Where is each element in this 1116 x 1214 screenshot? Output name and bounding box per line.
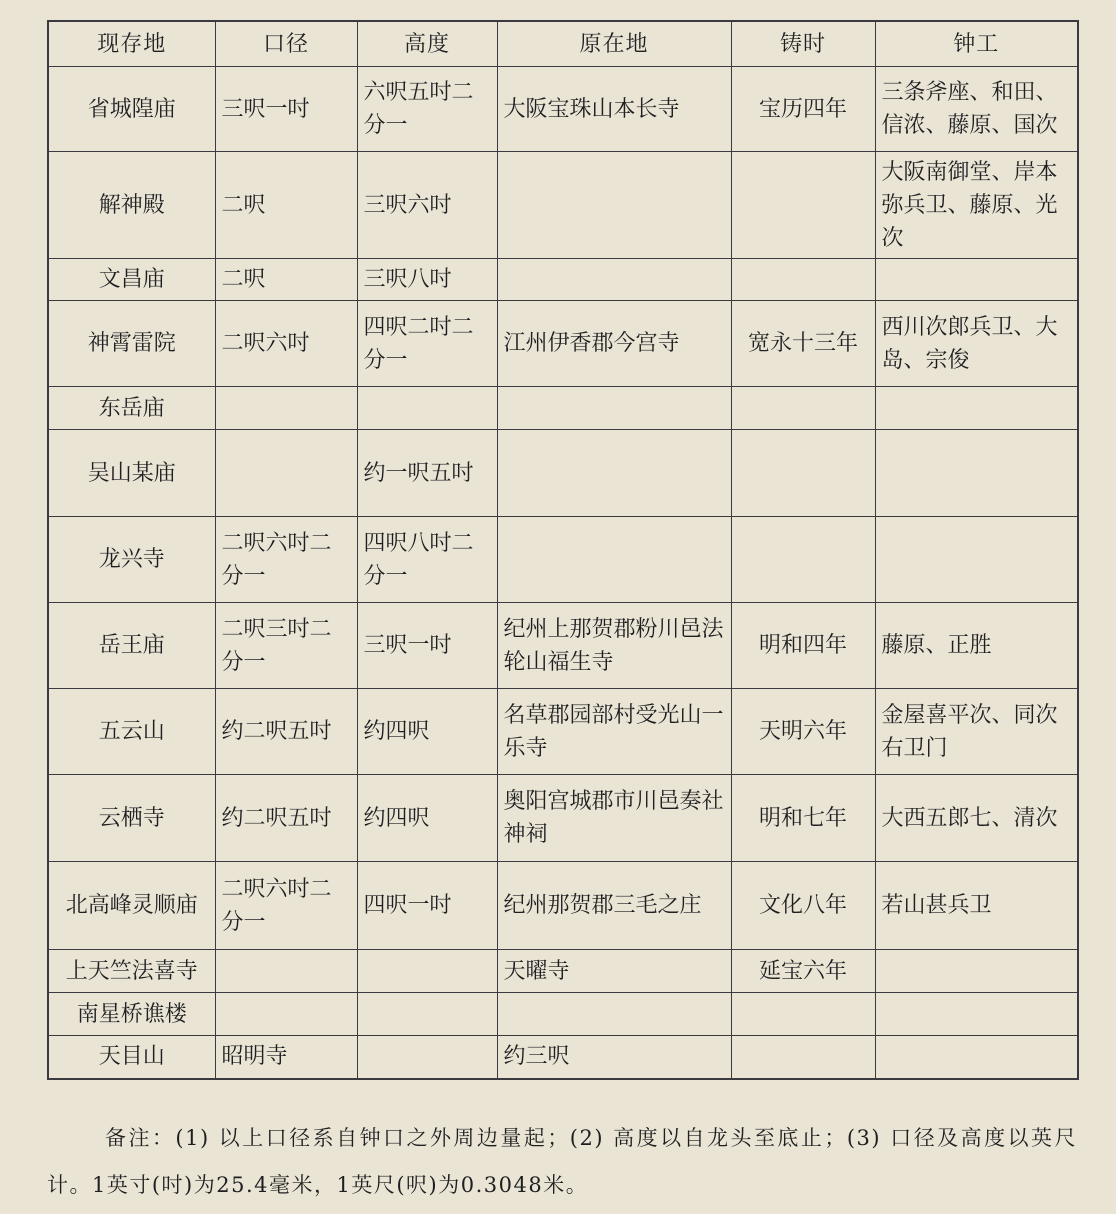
table-row [48,301,1078,387]
table-row [48,67,1078,152]
cell-cast-time: 明和七年 [731,775,875,862]
cell-height [357,1036,497,1079]
cell-diameter [215,387,357,430]
header-cast-time: 铸时 [731,21,875,67]
header-origin: 原在地 [497,21,731,67]
cell-location: 五云山 [48,689,215,775]
cell-cast-time [731,1036,875,1079]
cell-maker: 大西五郎七、清次 [875,775,1078,862]
cell-height: 三呎一吋 [357,603,497,689]
cell-location: 解神殿 [48,152,215,259]
header-location: 现存地 [48,21,215,67]
table-row [48,259,1078,301]
cell-location: 龙兴寺 [48,517,215,603]
cell-diameter: 约二呎五吋 [215,689,357,775]
cell-location: 岳王庙 [48,603,215,689]
table-row [48,430,1078,517]
cell-origin [497,430,731,517]
cell-origin [497,517,731,603]
table-row [48,152,1078,259]
cell-origin [497,387,731,430]
cell-maker [875,430,1078,517]
cell-origin [497,259,731,301]
cell-diameter: 昭明寺 [215,1036,357,1079]
cell-cast-time: 明和四年 [731,603,875,689]
cell-cast-time: 文化八年 [731,862,875,950]
cell-diameter: 二呎六吋二分一 [215,517,357,603]
cell-cast-time: 延宝六年 [731,950,875,993]
cell-diameter: 二呎 [215,259,357,301]
cell-maker: 西川次郎兵卫、大岛、宗俊 [875,301,1078,387]
cell-origin [497,152,731,259]
cell-location: 东岳庙 [48,387,215,430]
cell-origin: 纪州那贺郡三毛之庄 [497,862,731,950]
cell-origin: 名草郡园部村受光山一乐寺 [497,689,731,775]
cell-cast-time [731,152,875,259]
cell-location: 文昌庙 [48,259,215,301]
table-row [48,387,1078,430]
cell-cast-time [731,993,875,1036]
bell-table [47,20,1079,1080]
cell-diameter: 二呎 [215,152,357,259]
cell-height: 三呎六吋 [357,152,497,259]
cell-height: 约四呎 [357,775,497,862]
cell-diameter [215,993,357,1036]
cell-origin: 江州伊香郡今宫寺 [497,301,731,387]
cell-cast-time: 天明六年 [731,689,875,775]
cell-origin: 纪州上那贺郡粉川邑法轮山福生寺 [497,603,731,689]
cell-location: 上天竺法喜寺 [48,950,215,993]
cell-maker [875,387,1078,430]
cell-height [357,950,497,993]
table-footnote: 备注：(1) 以上口径系自钟口之外周边量起；(2) 高度以自龙头至底止；(3) 口径及高度以英尺计。1英寸(吋)为25.4毫米，1英尺(呎)为0.3048米。 [47,1126,1077,1197]
cell-maker [875,950,1078,993]
cell-maker [875,993,1078,1036]
cell-diameter: 三呎一吋 [215,67,357,152]
cell-diameter: 二呎三吋二分一 [215,603,357,689]
table-row [48,993,1078,1036]
cell-height [357,993,497,1036]
table-row [48,1036,1078,1079]
header-row [48,21,1078,67]
cell-cast-time [731,430,875,517]
cell-origin: 天曜寺 [497,950,731,993]
cell-diameter [215,430,357,517]
cell-location: 省城隍庙 [48,67,215,152]
cell-cast-time: 宽永十三年 [731,301,875,387]
cell-maker [875,259,1078,301]
cell-diameter: 二呎六吋 [215,301,357,387]
header-diameter: 口径 [215,21,357,67]
cell-cast-time [731,517,875,603]
cell-height: 四呎二吋二分一 [357,301,497,387]
cell-location: 云栖寺 [48,775,215,862]
cell-origin: 奥阳宫城郡市川邑奏社神祠 [497,775,731,862]
cell-height: 约一呎五吋 [357,430,497,517]
cell-location: 天目山 [48,1036,215,1079]
cell-height: 六呎五吋二分一 [357,67,497,152]
cell-maker: 金屋喜平次、同次右卫门 [875,689,1078,775]
cell-height: 三呎八吋 [357,259,497,301]
cell-diameter: 约二呎五吋 [215,775,357,862]
table-row [48,775,1078,862]
cell-maker: 藤原、正胜 [875,603,1078,689]
cell-maker: 三条斧座、和田、信浓、藤原、国次 [875,67,1078,152]
cell-maker: 若山甚兵卫 [875,862,1078,950]
cell-location: 南星桥谯楼 [48,993,215,1036]
cell-diameter: 二呎六吋二分一 [215,862,357,950]
cell-height: 四呎一吋 [357,862,497,950]
cell-maker [875,1036,1078,1079]
table-row [48,689,1078,775]
cell-cast-time [731,259,875,301]
table-row [48,950,1078,993]
table-row [48,862,1078,950]
cell-maker: 大阪南御堂、岸本弥兵卫、藤原、光次 [875,152,1078,259]
cell-height: 约四呎 [357,689,497,775]
cell-location: 神霄雷院 [48,301,215,387]
table-row [48,603,1078,689]
cell-diameter [215,950,357,993]
cell-cast-time [731,387,875,430]
cell-origin [497,993,731,1036]
cell-height: 四呎八吋二分一 [357,517,497,603]
cell-height [357,387,497,430]
cell-location: 吴山某庙 [48,430,215,517]
header-height: 高度 [357,21,497,67]
header-maker: 钟工 [875,21,1078,67]
cell-cast-time: 宝历四年 [731,67,875,152]
cell-location: 北高峰灵顺庙 [48,862,215,950]
table-row [48,517,1078,603]
cell-maker [875,517,1078,603]
cell-origin: 大阪宝珠山本长寺 [497,67,731,152]
cell-origin: 约三呎 [497,1036,731,1079]
